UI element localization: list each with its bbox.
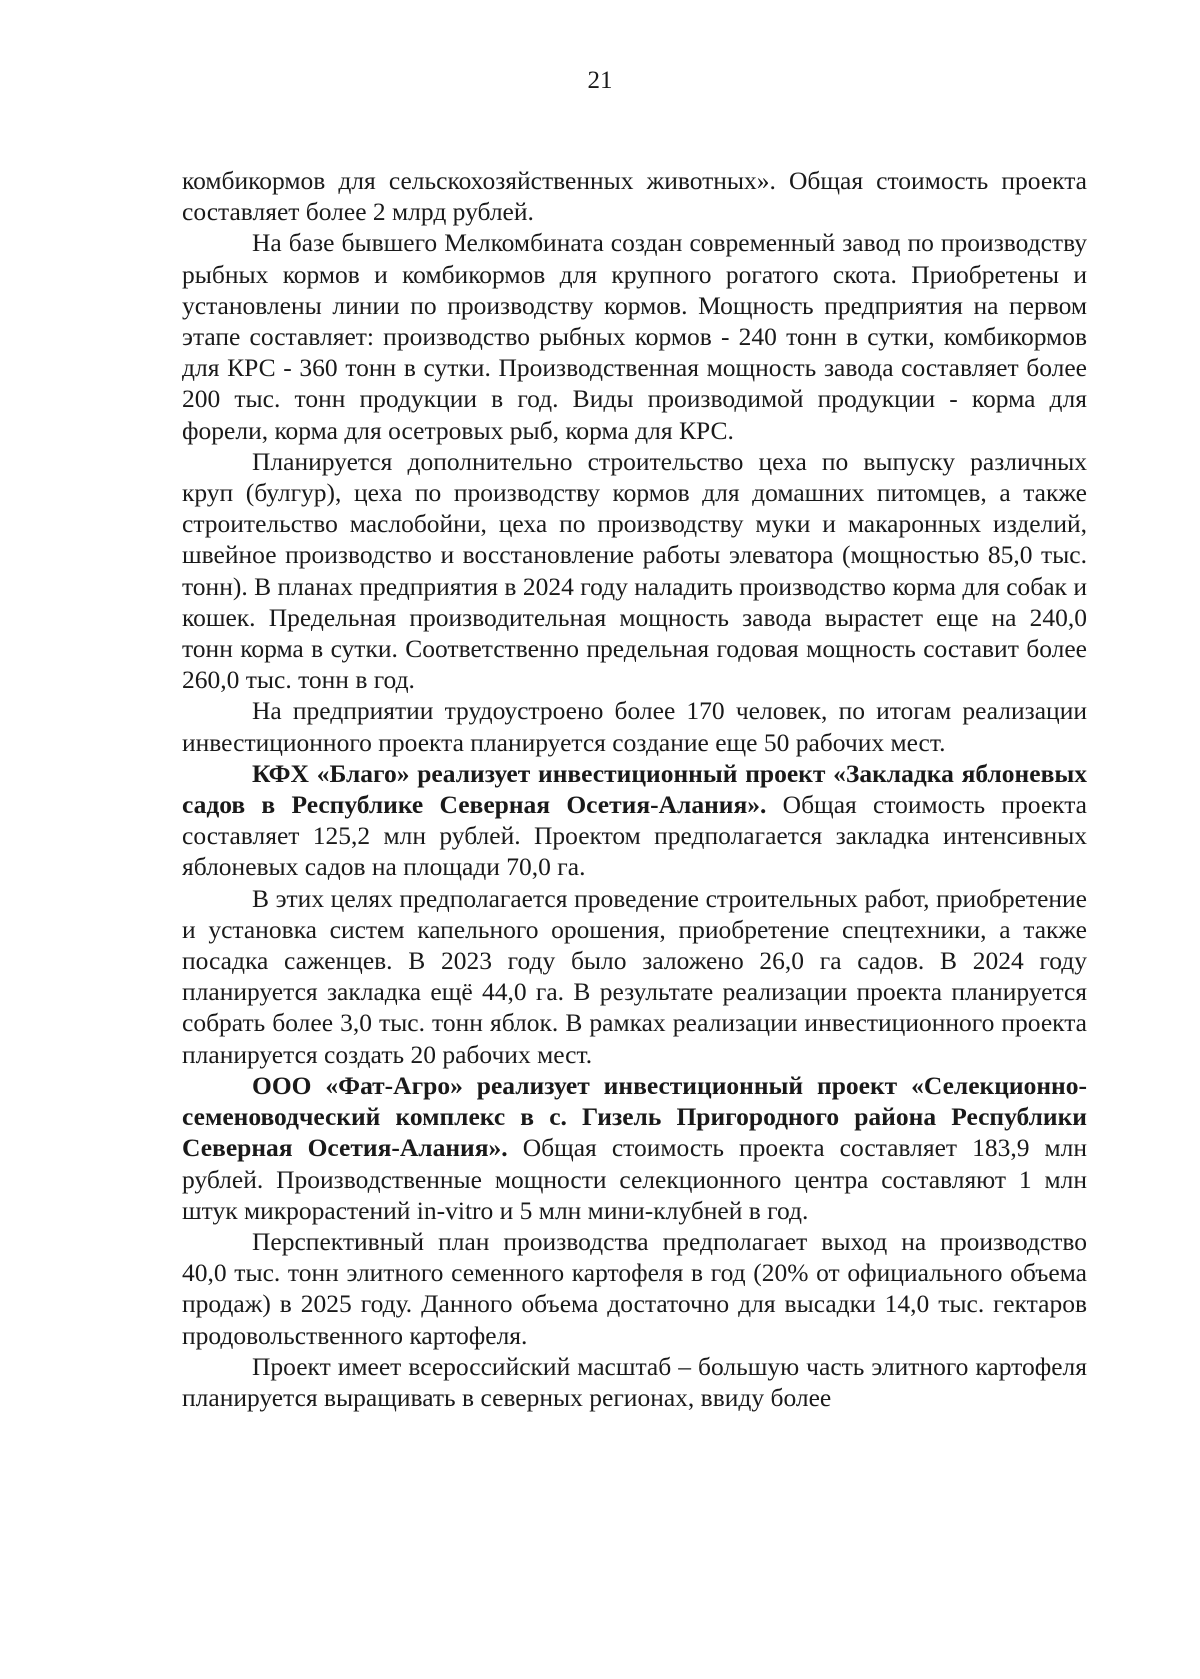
paragraph-bold-lead: КФХ «Благо» реализует инвестиционный проект «Закладка яблоневых садов в Республике Северная Осетия-Алания».	[182, 758, 1087, 820]
paragraph	[182, 446, 1087, 696]
paragraph-text: Перспективный план производства предполагает выход на производство 40,0 тыс. тонн элитного семенного картофеля в год (20% от официального объема продаж) в 2025 году. Данного объема достаточно для высадки 14,0 тыс. гектаров продовольственного картофеля.	[182, 1226, 1087, 1350]
paragraph	[182, 1070, 1087, 1226]
paragraph	[182, 758, 1087, 883]
paragraph-text: Общая стоимость проекта составляет 125,2 млн рублей. Проектом предполагается закладка интенсивных яблоневых садов на площади 70,0 га.	[182, 790, 1088, 882]
paragraph	[182, 1351, 1087, 1413]
paragraph-text: На предприятии трудоустроено более 170 человек, по итогам реализации инвестиционного проекта планируется создание еще 50 рабочих мест.	[182, 696, 1087, 757]
paragraph-text: Проект имеет всероссийский масштаб – большую часть элитного картофеля планируется выращивать в северных регионах, ввиду более	[182, 1351, 1087, 1412]
paragraph	[182, 227, 1087, 445]
paragraph-text: На базе бывшего Мелкомбината создан современный завод по производству рыбных кормов и комбикормов для крупного рогатого скота. Приобретены и установлены линии по производству кормов. Мощность предприятия на первом этапе составляет: производство рыбных кормов - 240 тонн в сутки, комбикормов для КРС - 360 тонн в сутки. Производственная мощность завода составляет более 200 тыс. тонн продукции в год. Виды производимой продукции - корма для форели, корма для осетровых рыб, корма для КРС.	[182, 228, 1087, 445]
document-body	[182, 165, 1087, 1413]
page-number: 21	[587, 67, 613, 94]
paragraph-text: В этих целях предполагается проведение строительных работ, приобретение и установка систем капельного орошения, приобретение спецтехники, а также посадка саженцев. В 2023 году было заложено 26,0 га садов. В 2024 году планируется закладка ещё 44,0 га. В результате реализации проекта планируется собрать более 3,0 тыс. тонн яблок. В рамках реализации инвестиционного проекта планируется создать 20 рабочих мест.	[182, 883, 1087, 1069]
paragraph	[182, 1226, 1087, 1351]
paragraph-text: Планируется дополнительно строительство цеха по выпуску различных круп (булгур), цеха по производству кормов для домашних питомцев, а также строительство маслобойни, цеха по производству муки и макаронных изделий, швейное производство и восстановление работы элеватора (мощностью 85,0 тыс. тонн). В планах предприятия в 2024 году наладить производство корма для собак и кошек. Предельная производительная мощность завода вырастет еще на 240,0 тонн корма в сутки. Соответственно предельная годовая мощность составит более 260,0 тыс. тонн в год.	[182, 446, 1087, 695]
paragraph-text: комбикормов для сельскохозяйственных животных». Общая стоимость проекта составляет более 2 млрд рублей.	[182, 166, 1087, 227]
paragraph-bold-lead: ООО «Фат-Агро» реализует инвестиционный проект «Селекционно-семеноводческий комплекс в с. Гизель Пригородного района Республики Северная Осетия-Алания».	[182, 1070, 1087, 1163]
paragraph	[182, 165, 1087, 227]
paragraph-text: Общая стоимость проекта составляет 183,9 млн рублей. Производственные мощности селекционного центра составляют 1 млн штук микрорастений in-vitro и 5 млн мини-клубней в год.	[182, 1133, 1088, 1225]
paragraph	[182, 695, 1087, 757]
paragraph	[182, 883, 1087, 1070]
